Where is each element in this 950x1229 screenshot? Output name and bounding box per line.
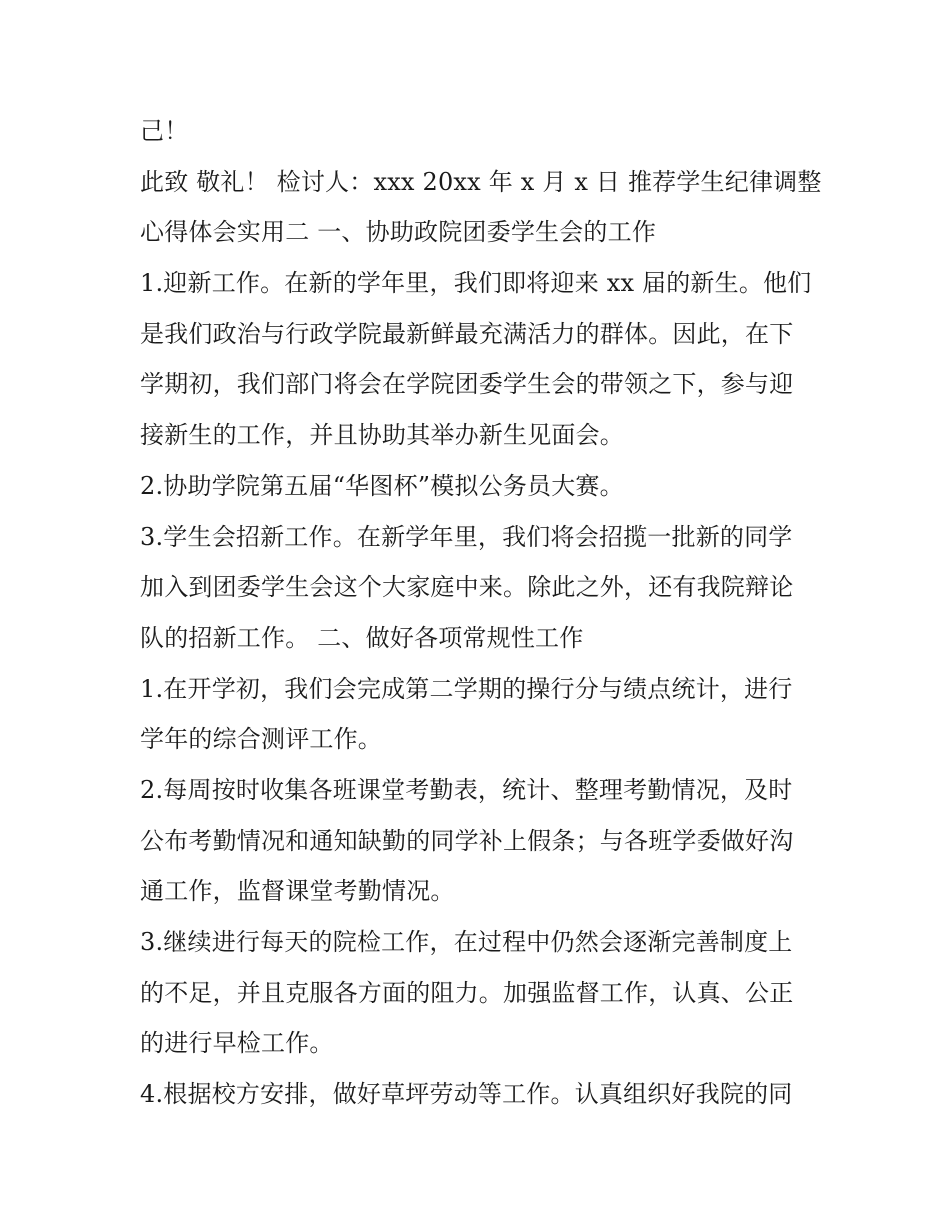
text-line-14: 2.每周按时收集各班课堂考勤表，统计、整理考勤情况，及时 [140, 775, 793, 804]
text-line-17: 3.继续进行每天的院检工作，在过程中仍然会逐渐完善制度上 [140, 928, 793, 956]
text-line-5: 是我们政治与行政学院最新鲜最充满活力的群体。因此，在下 [140, 319, 794, 348]
text-line-7: 接新生的工作，并且协助其举办新生见面会。 [140, 421, 624, 450]
document-body [140, 106, 820, 1120]
text-line-13: 学年的综合测评工作。 [140, 725, 382, 754]
text-line-2: 此致 敬礼！ 检讨人：xxx 20xx 年 x 月 x 日 推荐学生纪律调整 [140, 167, 822, 196]
text-line-12: 1.在开学初，我们会完成第二学期的操行分与绩点统计，进行 [140, 674, 793, 703]
text-line-11: 队的招新工作。 二、做好各项常规性工作 [140, 623, 584, 652]
text-line-16: 通工作，监督课堂考勤情况。 [140, 877, 455, 906]
text-line-4: 1.迎新工作。在新的学年里，我们即将迎来 xx 届的新生。他们 [140, 269, 812, 298]
text-line-19: 的进行早检工作。 [140, 1029, 334, 1058]
text-line-18: 的不足，并且克服各方面的阻力。加强监督工作，认真、公正 [140, 978, 794, 1007]
text-line-6: 学期初，我们部门将会在学院团委学生会的带领之下，参与迎 [140, 370, 794, 399]
text-line-20: 4.根据校方安排，做好草坪劳动等工作。认真组织好我院的同 [140, 1080, 793, 1109]
text-line-9: 3.学生会招新工作。在新学年里，我们将会招揽一批新的同学 [140, 522, 793, 551]
text-line-15: 公布考勤情况和通知缺勤的同学补上假条；与各班学委做好沟 [140, 826, 794, 855]
text-line-3: 心得体会实用二 一、协助政院团委学生会的工作 [140, 218, 657, 247]
text-line-10: 加入到团委学生会这个大家庭中来。除此之外，还有我院辩论 [140, 573, 794, 602]
text-line-1: 己！ [140, 117, 189, 145]
text-line-8: 2.协助学院第五届“华图杯”模拟公务员大赛。 [140, 471, 624, 500]
